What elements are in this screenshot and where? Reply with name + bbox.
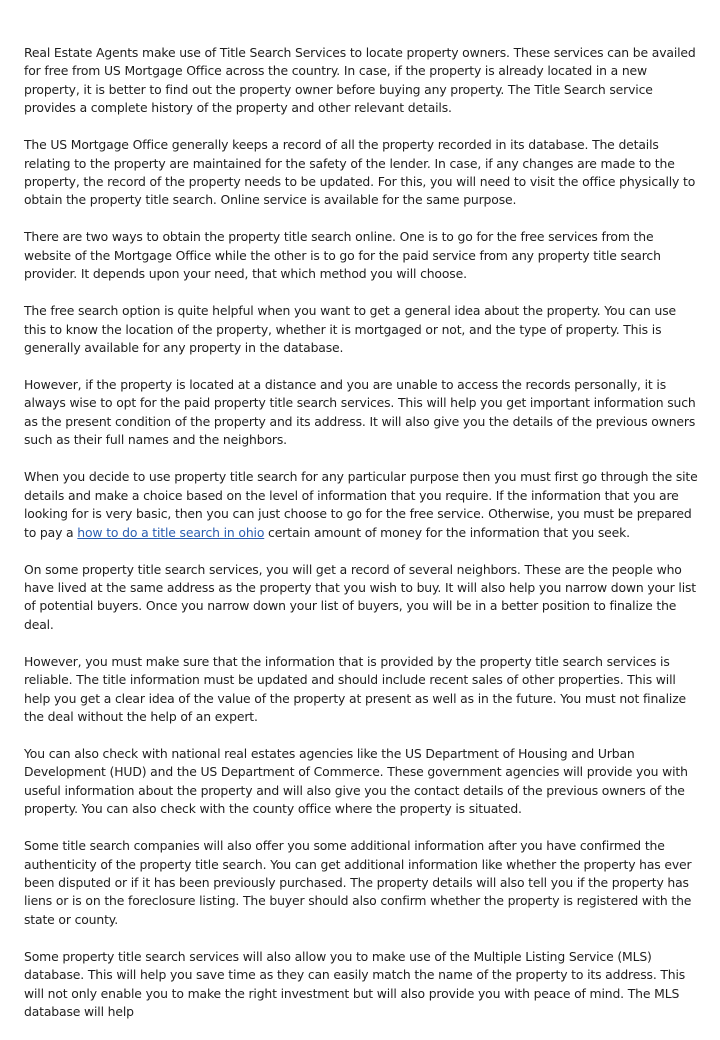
- document-body: [24, 44, 700, 1040]
- paragraph-1: Real Estate Agents make use of Title Search Services to locate property owners. These services can be availed for free from US Mortgage Office across the country. In case, if the property is already located in a new property, it is better to find out the property owner before buying any property. The Title Search service provides a complete history of the property and other relevant details.: [24, 45, 696, 116]
- paragraph-10: Some title search companies will also offer you some additional information after you have confirmed the authenticity of the property title search. You can get additional information like whether the property has ever been disputed or if it has been previously purchased. The property details will also tell you if the property has liens or is on the foreclosure listing. The buyer should also confirm whether the property is registered with the state or county.: [24, 838, 692, 927]
- paragraph-6-text-after: certain amount of money for the information that you seek.: [264, 524, 630, 540]
- paragraph-8: However, you must make sure that the information that is provided by the property title search services is reliable. The title information must be updated and should include recent sales of other properties. This will help you get a clear idea of the value of the property at present as well as in the future. You must not finalize the deal without the help of an expert.: [24, 653, 687, 724]
- paragraph-3: There are two ways to obtain the property title search online. One is to go for the free services from the website of the Mortgage Office while the other is to go for the paid service from any property title search provider. It depends upon your need, that which method you will choose.: [24, 229, 661, 282]
- paragraph-5: However, if the property is located at a distance and you are unable to access the records personally, it is always wise to opt for the paid property title search services. This will help you get important information such as the present condition of the property and its address. It will also give you the details of the previous owners such as their full names and the neighbors.: [24, 377, 696, 448]
- paragraph-6-text-before: When you decide to use property title search for any particular purpose then you must first go through the site details and make a choice based on the level of information that you require. If the information that you are looking for is very basic, then you can just choose to go for the free service. Otherwise, you must be prepared to pay a: [24, 469, 698, 540]
- paragraph-2: The US Mortgage Office generally keeps a record of all the property recorded in its database. The details relating to the property are maintained for the safety of the lender. In case, if any changes are made to the property, the record of the property needs to be updated. For this, you will need to visit the office physically to obtain the property title search. Online service is available for the same purpose.: [24, 137, 696, 208]
- paragraph-6: [24, 468, 700, 542]
- title-search-ohio-link[interactable]: how to do a title search in ohio: [77, 524, 265, 540]
- paragraph-9: You can also check with national real estates agencies like the US Department of Housing and Urban Development (HUD) and the US Department of Commerce. These government agencies will provide you with useful information about the property and will also give you the contact details of the previous owners of the property. You can also check with the county office where the property is situated.: [24, 745, 688, 817]
- paragraph-11: Some property title search services will also allow you to make use of the Multiple Listing Service (MLS) database. This will help you save time as they can easily match the name of the property to its address. This will not only enable you to make the right investment but will also provide you with peace of mind. The MLS database will help: [24, 948, 686, 1019]
- paragraph-4: The free search option is quite helpful when you want to get a general idea about the property. You can use this to know the location of the property, whether it is mortgaged or not, and the type of property. This is generally available for any property in the database.: [24, 303, 677, 356]
- paragraph-7: On some property title search services, you will get a record of several neighbors. These are the people who have lived at the same address as the property that you wish to buy. It will also help you narrow down your list of potential buyers. Once you narrow down your list of buyers, you will be in a better position to finalize the deal.: [24, 561, 697, 632]
